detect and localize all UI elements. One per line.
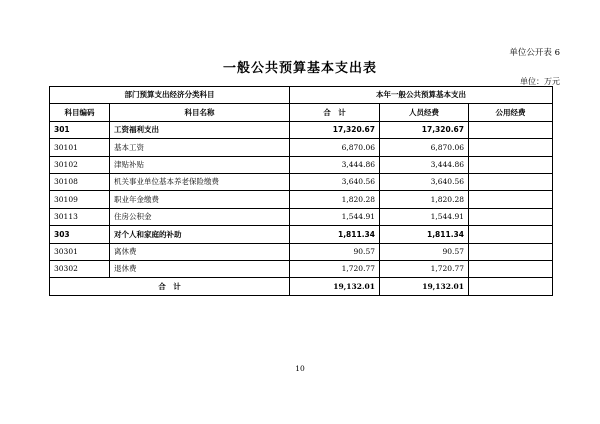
header-group-left: 部门预算支出经济分类科目	[50, 87, 290, 104]
header-code: 科目编码	[50, 104, 110, 121]
row-total: 1,544.91	[290, 208, 380, 225]
row-name: 住房公积金	[110, 208, 290, 225]
row-public	[469, 208, 553, 225]
header-group-right: 本年一般公共预算基本支出	[290, 87, 553, 104]
row-public	[469, 121, 553, 138]
row-public	[469, 226, 553, 243]
budget-table	[49, 86, 553, 296]
row-personnel: 90.57	[380, 243, 469, 260]
row-personnel: 3,640.56	[380, 173, 469, 190]
row-total: 17,320.67	[290, 121, 380, 138]
header-personnel: 人员经费	[380, 104, 469, 121]
row-name: 基本工资	[110, 139, 290, 156]
table-row	[50, 260, 553, 277]
row-total: 6,870.06	[290, 139, 380, 156]
row-code: 30109	[50, 191, 110, 208]
page-number: 10	[295, 364, 305, 373]
row-personnel: 3,444.86	[380, 156, 469, 173]
row-total: 1,720.77	[290, 260, 380, 277]
total-personnel: 19,132.01	[380, 278, 469, 295]
unit-label: 单位：万元	[520, 77, 560, 86]
row-personnel: 1,544.91	[380, 208, 469, 225]
row-code: 303	[50, 226, 110, 243]
header-total: 合 计	[290, 104, 380, 121]
table-row	[50, 173, 553, 190]
row-personnel: 1,820.28	[380, 191, 469, 208]
table-row	[50, 226, 553, 243]
row-public	[469, 260, 553, 277]
row-name: 机关事业单位基本养老保险缴费	[110, 173, 290, 190]
total-row	[50, 278, 553, 295]
row-public	[469, 173, 553, 190]
form-number: 单位公开表 6	[509, 48, 560, 58]
row-name: 津贴补贴	[110, 156, 290, 173]
row-name: 对个人和家庭的补助	[110, 226, 290, 243]
row-name: 离休费	[110, 243, 290, 260]
row-code: 30301	[50, 243, 110, 260]
row-public	[469, 156, 553, 173]
row-code: 301	[50, 121, 110, 138]
row-total: 1,811.34	[290, 226, 380, 243]
header-row	[50, 104, 553, 121]
row-personnel: 1,720.77	[380, 260, 469, 277]
row-public	[469, 243, 553, 260]
total-public	[469, 278, 553, 295]
page-title: 一般公共预算基本支出表	[222, 61, 377, 76]
row-total: 3,640.56	[290, 173, 380, 190]
header-public: 公用经费	[469, 104, 553, 121]
row-name: 退休费	[110, 260, 290, 277]
table-row	[50, 121, 553, 138]
table-row	[50, 191, 553, 208]
total-sum: 19,132.01	[290, 278, 380, 295]
row-code: 30113	[50, 208, 110, 225]
row-personnel: 1,811.34	[380, 226, 469, 243]
row-public	[469, 139, 553, 156]
table-row	[50, 208, 553, 225]
table-row	[50, 139, 553, 156]
row-code: 30108	[50, 173, 110, 190]
row-code: 30302	[50, 260, 110, 277]
row-total: 3,444.86	[290, 156, 380, 173]
row-personnel: 6,870.06	[380, 139, 469, 156]
row-code: 30101	[50, 139, 110, 156]
table-row	[50, 243, 553, 260]
table-row	[50, 156, 553, 173]
row-personnel: 17,320.67	[380, 121, 469, 138]
header-name: 科目名称	[110, 104, 290, 121]
header-group-row	[50, 87, 553, 104]
row-name: 工资福利支出	[110, 121, 290, 138]
row-public	[469, 191, 553, 208]
row-code: 30102	[50, 156, 110, 173]
row-total: 1,820.28	[290, 191, 380, 208]
row-total: 90.57	[290, 243, 380, 260]
total-label: 合 计	[50, 278, 290, 295]
row-name: 职业年金缴费	[110, 191, 290, 208]
